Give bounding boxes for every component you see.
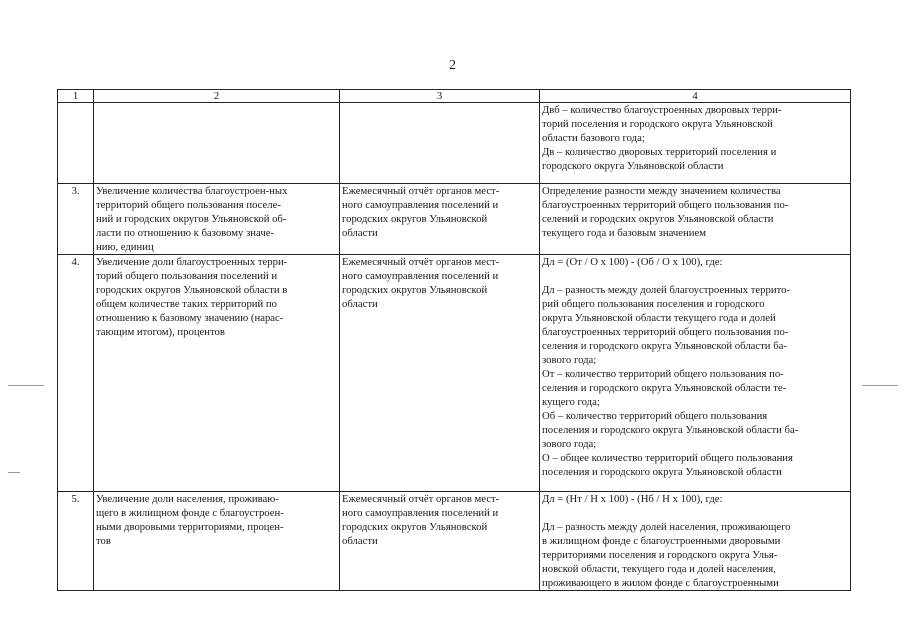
method-cell <box>540 255 851 492</box>
source-cell <box>340 103 540 184</box>
indicator-cell <box>94 184 340 255</box>
method-line: поселения и городского округа Ульяновской области <box>542 466 782 478</box>
indicator-line: нию, единиц <box>96 241 154 253</box>
indicator-line: Увеличение количества благоустроен-ных <box>96 185 288 197</box>
method-line: проживающего в жилом фонде с благоустроенными <box>542 577 779 589</box>
method-line: округа Ульяновской области текущего года и долей <box>542 312 776 324</box>
formula-line: Дл = (От / О х 100) - (Об / О х 100), где: <box>542 256 723 268</box>
method-line: Дл – разность между долей благоустроенных террито- <box>542 284 791 296</box>
row-number-cell <box>58 103 94 184</box>
indicator-line: городских округов Ульяновской области в <box>96 284 288 296</box>
page-number: 2 <box>449 58 456 73</box>
source-line: ного самоуправления поселений и <box>342 199 499 211</box>
header-col-3: 3 <box>340 90 540 103</box>
indicator-line: Увеличение доли благоустроенных терри- <box>96 256 288 268</box>
method-line: благоустроенных территорий общего пользования по- <box>542 326 789 338</box>
method-line: селений и городских округов Ульяновской области <box>542 213 774 225</box>
method-line: в жилищном фонде с благоустроенными дворовыми <box>542 535 781 547</box>
scan-mark <box>8 472 20 473</box>
row-number-cell: 4. <box>58 255 94 492</box>
source-line: области <box>342 535 378 547</box>
indicator-line: торий общего пользования поселений и <box>96 270 278 282</box>
source-line: городских округов Ульяновской <box>342 521 488 533</box>
method-line: текущего года и базовым значением <box>542 227 706 239</box>
blank-line <box>542 506 848 520</box>
method-cell <box>540 103 851 184</box>
method-line: зового года; <box>542 438 597 450</box>
blank-line <box>542 269 848 283</box>
indicator-line: отношению к базовому значению (нарас- <box>96 312 284 324</box>
method-line: благоустроенных территорий общего пользования по- <box>542 199 789 211</box>
indicator-cell <box>94 255 340 492</box>
indicator-line: общем количестве таких территорий по <box>96 298 277 310</box>
method-line: Об – количество территорий общего пользования <box>542 410 768 422</box>
source-line: городских округов Ульяновской <box>342 213 488 225</box>
method-line: поселения и городского округа Ульяновской области ба- <box>542 424 799 436</box>
method-line: селения и городского округа Ульяновской области те- <box>542 382 787 394</box>
method-line: селения и городского округа Ульяновской области ба- <box>542 340 787 352</box>
method-line: территориями поселения и городского округа Улья- <box>542 549 778 561</box>
method-line: торий поселения и городского округа Ульяновской <box>542 118 773 130</box>
method-line: зового года; <box>542 354 597 366</box>
source-cell <box>340 492 540 591</box>
method-line: О – общее количество территорий общего пользования <box>542 452 793 464</box>
method-line: рий общего пользования поселения и городского <box>542 298 765 310</box>
source-line: области <box>342 298 378 310</box>
method-line: кущего года; <box>542 396 600 408</box>
source-line: ного самоуправления поселений и <box>342 270 499 282</box>
header-col-2: 2 <box>94 90 340 103</box>
table-row-4 <box>58 255 851 492</box>
table-row-continuation <box>58 103 851 184</box>
method-line: области базового года; <box>542 132 645 144</box>
indicator-line: Увеличение доли населения, проживаю- <box>96 493 279 505</box>
indicator-line: тающим итогом), процентов <box>96 326 225 338</box>
method-line: Двб – количество благоустроенных дворовых терри- <box>542 104 782 116</box>
method-line: городского округа Ульяновской области <box>542 160 724 172</box>
source-line: ного самоуправления поселений и <box>342 507 499 519</box>
formula-line: Дл = (Нт / Н х 100) - (Нб / Н х 100), где: <box>542 493 723 505</box>
source-line: Ежемесячный отчёт органов мест- <box>342 493 500 505</box>
source-line: области <box>342 227 378 239</box>
indicators-table <box>57 89 851 591</box>
indicator-line: ласти по отношению к базовому значе- <box>96 227 274 239</box>
source-cell <box>340 255 540 492</box>
indicator-line: тов <box>96 535 111 547</box>
method-cell <box>540 184 851 255</box>
method-line: От – количество территорий общего пользования по- <box>542 368 784 380</box>
header-col-1: 1 <box>58 90 94 103</box>
indicator-cell <box>94 103 340 184</box>
source-line: Ежемесячный отчёт органов мест- <box>342 256 500 268</box>
method-line: Дл – разность между долей населения, проживающего <box>542 521 791 533</box>
source-cell <box>340 184 540 255</box>
method-line: Определение разности между значением количества <box>542 185 781 197</box>
method-line: новской области, текущего года и долей населения, <box>542 563 776 575</box>
header-row <box>58 90 851 103</box>
header-col-4: 4 <box>540 90 851 103</box>
row-number-cell: 3. <box>58 184 94 255</box>
scan-mark <box>8 385 44 386</box>
method-line: Дв – количество дворовых территорий поселения и <box>542 146 777 158</box>
row-number-cell: 5. <box>58 492 94 591</box>
source-line: Ежемесячный отчёт органов мест- <box>342 185 500 197</box>
table-row-5 <box>58 492 851 591</box>
table-row-3 <box>58 184 851 255</box>
scan-mark <box>862 385 898 386</box>
indicator-line: территорий общего пользования поселе- <box>96 199 281 211</box>
indicator-line: ными дворовыми территориями, процен- <box>96 521 284 533</box>
indicator-line: ний и городских округов Ульяновской об- <box>96 213 287 225</box>
source-line: городских округов Ульяновской <box>342 284 488 296</box>
indicator-cell <box>94 492 340 591</box>
indicator-line: щего в жилищном фонде с благоустроен- <box>96 507 284 519</box>
method-cell <box>540 492 851 591</box>
